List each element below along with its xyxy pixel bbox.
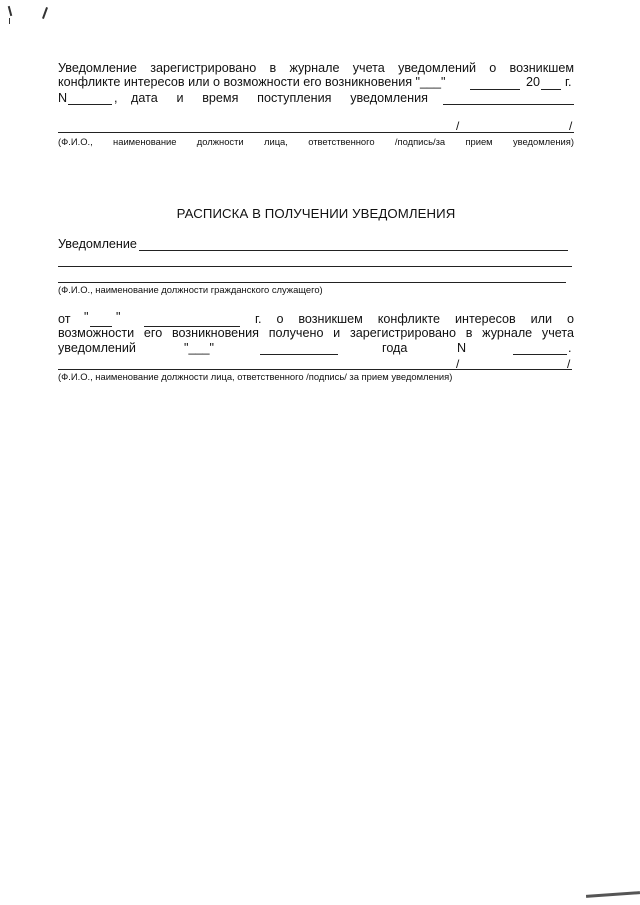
word: учета: [352, 61, 385, 75]
number-blank-2: [513, 354, 567, 355]
word: или: [530, 312, 553, 326]
quote-close: ": [116, 310, 121, 324]
signature-slash: /: [456, 119, 460, 133]
word: и: [176, 91, 184, 105]
number-label: N: [58, 91, 68, 105]
year-blank: [541, 89, 561, 90]
word: наименование: [113, 136, 177, 147]
scan-edge: [586, 891, 640, 898]
receipt-title: РАСПИСКА В ПОЛУЧЕНИИ УВЕДОМЛЕНИЯ: [176, 206, 456, 221]
notice-line-2-text: конфликте интересов или о возможности его возникновения "___": [58, 75, 446, 89]
word: (Ф.И.О.,: [58, 136, 93, 147]
word: г.: [255, 312, 262, 326]
period: .: [568, 341, 572, 355]
notice-line-3: [131, 90, 428, 107]
word: в: [269, 61, 277, 75]
notices-word: уведомлений: [58, 341, 136, 355]
year-word: года: [382, 341, 408, 355]
signature-slash: /: [456, 357, 460, 371]
number-blank: [68, 104, 112, 105]
scan-mark: [8, 6, 13, 16]
responsible-signature-line: [58, 132, 574, 133]
year-suffix: г.: [565, 75, 572, 89]
day-quotes: "___": [184, 341, 214, 355]
year-prefix: 20: [526, 75, 541, 89]
word: ответственного: [308, 136, 375, 147]
word: Уведомление: [58, 61, 137, 75]
word: о: [276, 312, 284, 326]
word: о: [489, 61, 497, 75]
word: о: [566, 312, 574, 326]
word: уведомления): [512, 136, 574, 147]
comma: ,: [114, 91, 118, 105]
word: время: [202, 91, 239, 105]
word: интересов: [454, 312, 516, 326]
scan-mark: [42, 7, 48, 19]
word: уведомлений: [398, 61, 477, 75]
employee-line: [58, 282, 566, 283]
notice-caption: [58, 136, 574, 148]
word: возникшем: [298, 312, 363, 326]
quote-open: ": [84, 310, 89, 324]
word: уведомления: [350, 91, 428, 105]
employee-caption: (Ф.И.О., наименование должности гражданского служащего): [58, 284, 323, 295]
signature-slash: /: [567, 357, 571, 371]
word: лица,: [263, 136, 288, 147]
number-label-2: N: [457, 341, 467, 355]
notice-blank: [139, 250, 568, 251]
notice-label: Уведомление: [58, 237, 137, 251]
notice-blank-2: [58, 266, 572, 267]
responsible-caption: (Ф.И.О., наименование должности лица, ответственного /подпись/ за прием уведомления): [58, 371, 453, 382]
word: дата: [131, 91, 158, 105]
word: конфликте: [377, 312, 441, 326]
word: должности: [196, 136, 244, 147]
month-blank: [470, 89, 520, 90]
word: возникшем: [509, 61, 574, 75]
word: прием: [465, 136, 493, 147]
word: зарегистрировано: [150, 61, 257, 75]
signature-slash: /: [569, 119, 573, 133]
from-label: от: [58, 312, 71, 326]
month-blank-3: [260, 354, 338, 355]
word: /подпись/за: [394, 136, 446, 147]
scan-mark: [9, 18, 10, 24]
word: журнале: [289, 61, 340, 75]
word: поступления: [257, 91, 332, 105]
receipt-line-2: возможности его возникновения получено и зарегистрировано в журнале учета: [58, 326, 574, 340]
responsible-line-2: [58, 369, 572, 370]
datetime-blank: [443, 104, 574, 105]
